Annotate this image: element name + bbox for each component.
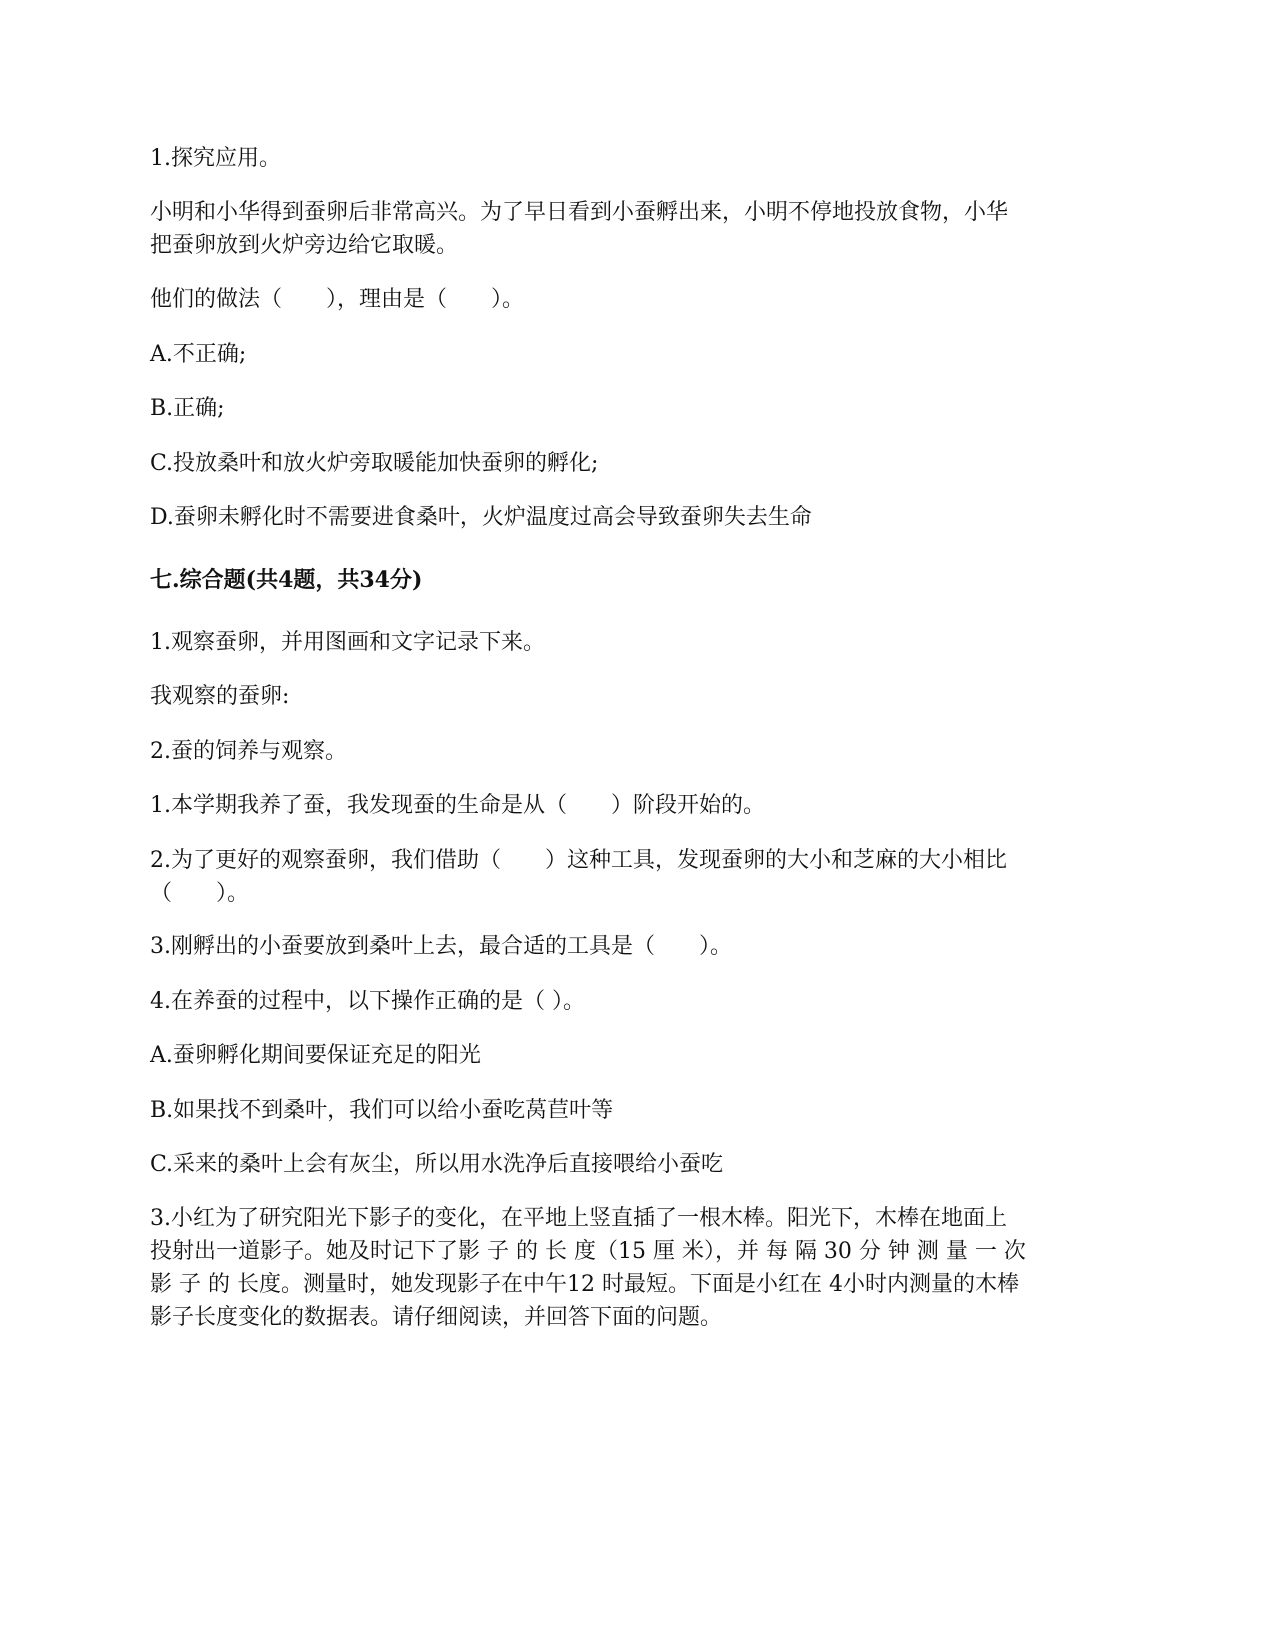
sub-question-line: （ ）。 [150, 881, 250, 906]
answer-option-c: C.投放桑叶和放火炉旁取暖能加快蚕卵的孵化; [150, 451, 599, 476]
sub-question-line: 2.为了更好的观察蚕卵，我们借助（ ）这种工具，发现蚕卵的大小和芝麻的大小相比 [150, 848, 1007, 873]
section-heading: 七.综合题(共4题，共34分) [150, 567, 423, 593]
question-text-line: 把蚕卵放到火炉旁边给它取暖。 [150, 233, 459, 258]
sub-question: 4.在养蚕的过程中，以下操作正确的是（ ）。 [150, 989, 585, 1014]
answer-option-c: C.采来的桑叶上会有灰尘，所以用水洗净后直接喂给小蚕吃 [150, 1152, 724, 1177]
question-title: 1.探究应用。 [150, 146, 281, 171]
question-text-line: 投射出一道影子。她及时记下了影 子 的 长 度（15 厘 米），并 每 隔 30 分 钟 测 量 一 次 [150, 1239, 1026, 1264]
answer-option-a: A.不正确; [150, 342, 247, 367]
question-title: 1.观察蚕卵，并用图画和文字记录下来。 [150, 630, 545, 655]
question-text-line: 影子长度变化的数据表。请仔细阅读，并回答下面的问题。 [150, 1305, 723, 1330]
answer-option-d: D.蚕卵未孵化时不需要进食桑叶，火炉温度过高会导致蚕卵失去生命 [150, 505, 812, 530]
sub-question: 3.刚孵出的小蚕要放到桑叶上去，最合适的工具是（ ）。 [150, 934, 732, 959]
answer-option-b: B.如果找不到桑叶，我们可以给小蚕吃莴苣叶等 [150, 1098, 614, 1123]
question-text-line: 影 子 的 长度。测量时，她发现影子在中午12 时最短。下面是小红在 4小时内测量的木棒 [150, 1272, 1019, 1297]
question-text-line: 小明和小华得到蚕卵后非常高兴。为了早日看到小蚕孵出来，小明不停地投放食物，小华 [150, 200, 1009, 225]
answer-option-b: B.正确; [150, 396, 225, 421]
question-prompt: 我观察的蚕卵: [150, 684, 290, 709]
question-text-line: 3.小红为了研究阳光下影子的变化，在平地上竖直插了一根木棒。阳光下，木棒在地面上 [150, 1206, 1007, 1231]
sub-question: 1.本学期我养了蚕，我发现蚕的生命是从（ ）阶段开始的。 [150, 793, 765, 818]
question-title: 2.蚕的饲养与观察。 [150, 739, 347, 764]
answer-option-a: A.蚕卵孵化期间要保证充足的阳光 [150, 1043, 481, 1068]
question-prompt: 他们的做法（ ），理由是（ ）。 [150, 287, 525, 312]
